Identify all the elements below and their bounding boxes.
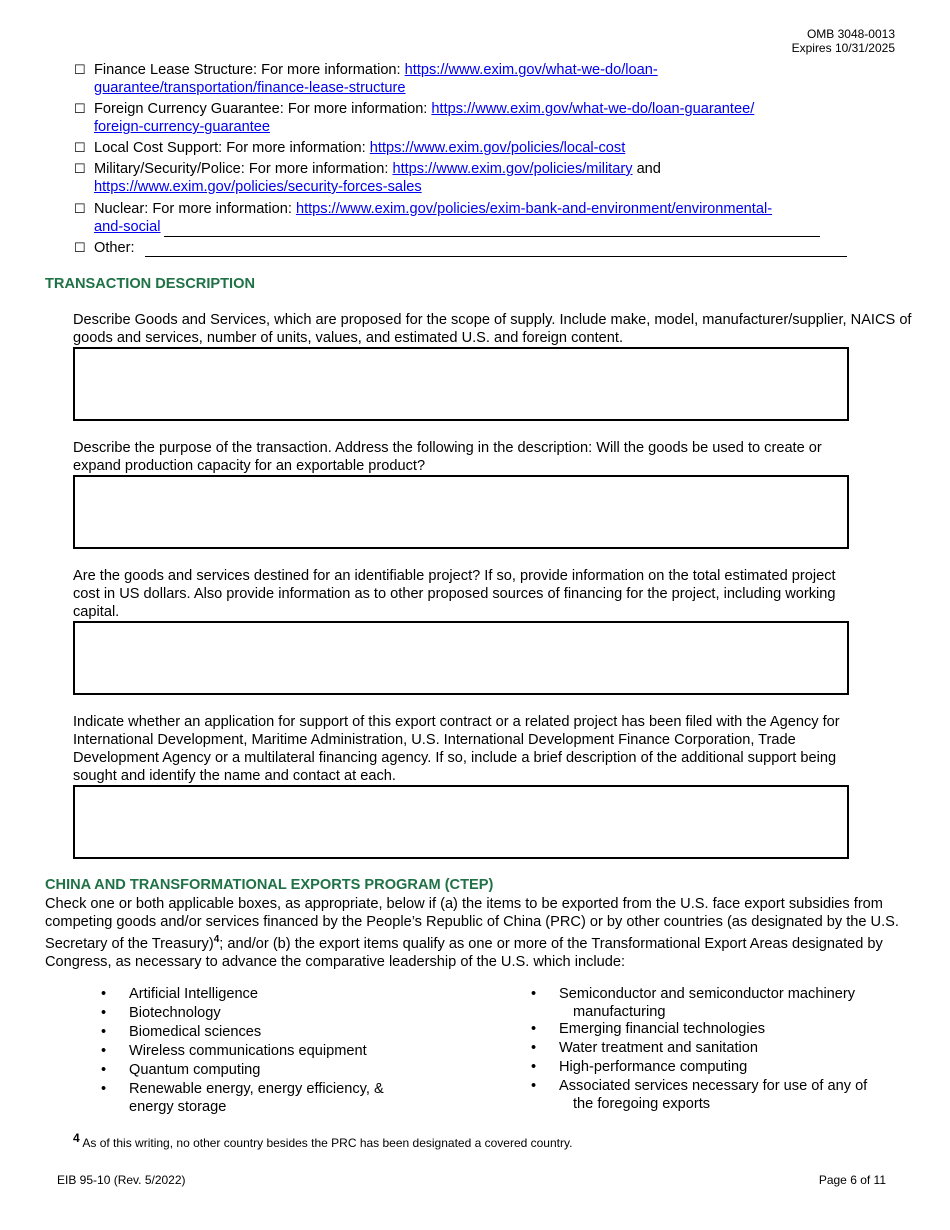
list-item: • Semiconductor and semiconductor machinery manufacturing [531,985,911,1020]
list-item: • Water treatment and sanitation [531,1039,911,1058]
question-goods-services: Describe Goods and Services, which are proposed for the scope of supply. Include make, model, manufacturer/supplier, NAICS of goods and services, number of units, values, and estimated U.S. and foreign content. [73,312,912,346]
ctep-intro [45,895,915,971]
foreign-currency-link-continued[interactable]: foreign-currency-guarantee [94,119,271,135]
question-transaction-purpose: Describe the purpose of the transaction. Address the following in the description: Will the goods be used to create or expand production capacity for an exportable product? [73,440,822,474]
checkbox-label: Nuclear: For more information: [94,201,296,217]
checkbox-label: Foreign Currency Guarantee: For more information: [94,101,432,117]
footnote [73,1131,572,1150]
checkbox-item-other [74,239,135,257]
finance-lease-link-continued[interactable]: guarantee/transportation/finance-lease-structure [94,80,406,96]
checkbox-local-cost[interactable]: ☐ [74,140,86,155]
expiration-date: Expires 10/31/2025 [791,41,895,55]
military-link[interactable]: https://www.exim.gov/policies/military [392,161,633,177]
ctep-intro-part1: Check one or both applicable boxes, as appropriate, below if (a) the items to be exported from the U.S. face export subsidies from competing goods and/or services financed by the People’s Republic of China (PRC) or by other countries (as designated by the U.S. Secretary of the Treasury) [45,896,899,952]
section-heading-transaction-description: TRANSACTION DESCRIPTION [45,276,255,292]
checkbox-label: Other: [94,240,135,256]
answer-box-transaction-purpose[interactable] [73,475,849,549]
footnote-number: 4 [73,1131,80,1145]
list-item: • Emerging financial technologies [531,1020,911,1039]
checkbox-foreign-currency[interactable]: ☐ [74,101,86,116]
answer-box-identifiable-project[interactable] [73,621,849,695]
checkbox-label: Local Cost Support: For more information: [94,140,370,156]
nuclear-link[interactable]: https://www.exim.gov/policies/exim-bank-and-environment/environmental- [295,201,773,217]
checkbox-item-local-cost [74,139,625,157]
list-item: • Associated services necessary for use of any of the foregoing exports [531,1077,911,1112]
list-item: • Artificial Intelligence [101,985,431,1004]
finance-lease-link[interactable]: https://www.exim.gov/what-we-do/loan- [404,62,658,78]
footnote-ref: 4 [213,934,220,945]
list-item: • Quantum computing [101,1061,431,1080]
checkbox-item-military [74,160,661,196]
checkbox-label: Military/Security/Police: For more information: [94,161,393,177]
section-heading-ctep: CHINA AND TRANSFORMATIONAL EXPORTS PROGRAM (CTEP) [45,877,494,893]
omb-header [792,27,895,55]
page-number: Page 6 of 11 [818,1173,886,1187]
list-item: • Biomedical sciences [101,1023,431,1042]
checkbox-other[interactable]: ☐ [74,240,86,255]
answer-box-goods-services[interactable] [73,347,849,421]
list-item: • High-performance computing [531,1058,911,1077]
nuclear-underline-rule [164,236,820,237]
checkbox-nuclear[interactable]: ☐ [74,201,86,216]
checkbox-item-finance-lease [74,61,658,97]
ctep-areas-right [531,985,911,1112]
security-forces-link[interactable]: https://www.exim.gov/policies/security-forces-sales [94,179,422,195]
other-input[interactable] [145,240,847,257]
nuclear-link-continued[interactable]: and-social [94,219,161,235]
checkbox-item-foreign-currency [74,100,754,136]
footnote-text: As of this writing, no other country besides the PRC has been designated a covered country. [79,1136,573,1150]
checkbox-label: Finance Lease Structure: For more information: [94,62,405,78]
checkbox-military[interactable]: ☐ [74,161,86,176]
question-other-applications: Indicate whether an application for support of this export contract or a related project has been filed with the Agency for International Development, Maritime Administration, U.S. International Development Finance Corporation, Trade Development Agency or a multilateral financing agency. If so, include a brief description of the additional support being sought and identify the name and contact at each. [73,714,840,784]
list-item: • Wireless communications equipment [101,1042,431,1061]
ctep-areas-left [101,985,431,1115]
answer-box-other-applications[interactable] [73,785,849,859]
list-item: • Renewable energy, energy efficiency, & energy storage [101,1080,431,1115]
omb-number: OMB 3048-0013 [806,27,895,41]
checkbox-finance-lease[interactable]: ☐ [74,62,86,77]
question-identifiable-project: Are the goods and services destined for an identifiable project? If so, provide information on the total estimated project cost in US dollars. Also provide information as to other proposed sources of financing for the project, including working capital. [73,568,836,620]
checkbox-item-nuclear [74,200,772,236]
list-item: • Biotechnology [101,1004,431,1023]
and-text: and [632,161,661,177]
ctep-intro-part2: ; and/or (b) the export items qualify as one or more of the Transformational Export Areas designated by Congress, as necessary to advance the comparative leadership of the U.S. which include: [45,935,883,970]
foreign-currency-link[interactable]: https://www.exim.gov/what-we-do/loan-guarantee/ [431,101,755,117]
form-id: EIB 95-10 (Rev. 5/2022) [57,1173,186,1187]
local-cost-link[interactable]: https://www.exim.gov/policies/local-cost [369,140,626,156]
